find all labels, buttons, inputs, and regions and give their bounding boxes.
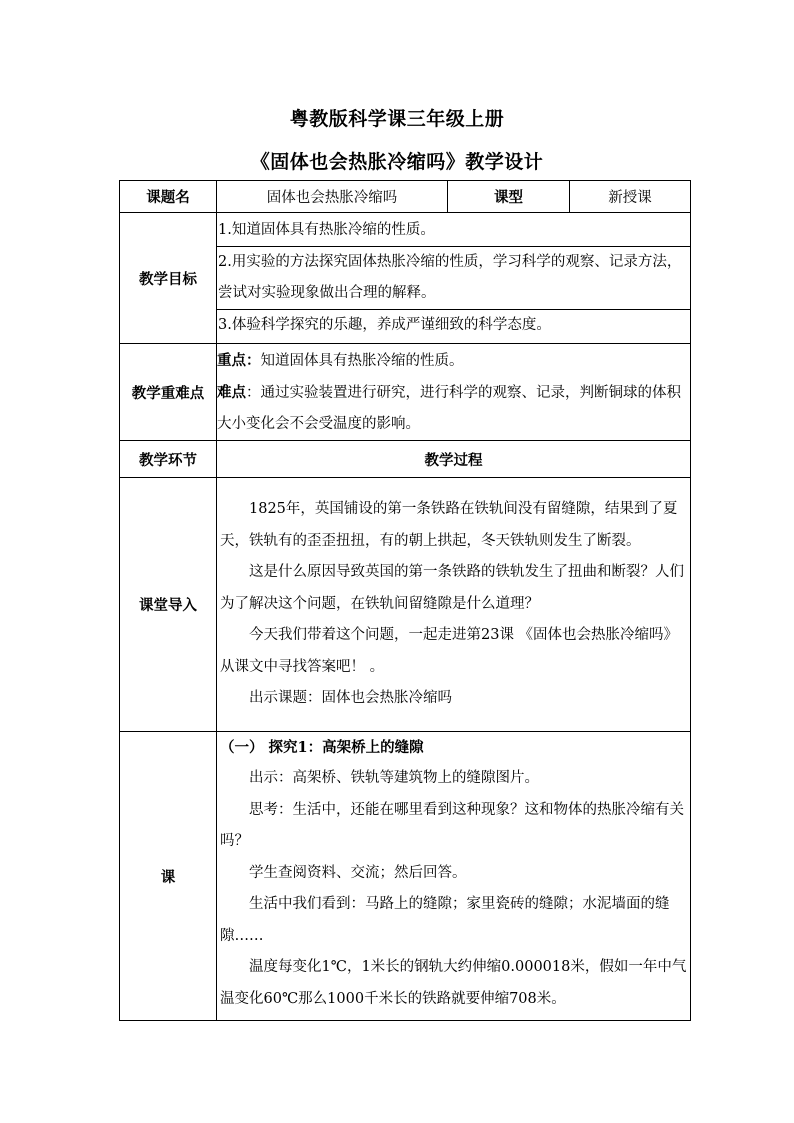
lesson-label: 课 <box>120 732 217 1021</box>
objectives-row <box>120 213 691 344</box>
type-value: 新授课 <box>570 181 691 213</box>
difficulty-point <box>217 377 690 440</box>
intro-label: 课堂导入 <box>120 478 217 732</box>
difficulty-text: ：通过实验装置进行研究，进行科学的观察、记录，判断铜球的体积大小变化会不会受温度的影响。 <box>217 384 681 432</box>
stage-header: 教学环节 <box>120 441 217 478</box>
type-label: 课型 <box>448 181 570 213</box>
key-point-text: 知道固体具有热胀冷缩的性质。 <box>260 352 464 369</box>
intro-cell <box>217 478 691 732</box>
process-header-row <box>120 441 691 478</box>
objectives-cell <box>217 213 691 344</box>
objective-item: 2.用实验的方法探究固体热胀冷缩的性质，学习科学的观察、记录方法，尝试对实验现象做出合理的解释。 <box>217 247 690 310</box>
intro-paragraph: 出示课题：固体也会热胀冷缩吗 <box>249 690 452 707</box>
document-title: 粤教版科学课三年级上册 <box>289 108 505 130</box>
key-point <box>217 345 690 377</box>
intro-paragraph: 这是什么原因导致英国的第一条铁路的铁轨发生了扭曲和断裂？人们为了解决这个问题，在铁轨间留缝隙是什么道理？ <box>220 564 684 612</box>
intro-paragraph: 1825年，英国铺设的第一条铁路在铁轨间没有留缝隙，结果到了夏天，铁轨有的歪歪扭扭，有的朝上拱起，冬天铁轨则发生了断裂。 <box>220 501 678 549</box>
document-subtitle: 《固体也会热胀冷缩吗》教学设计 <box>250 151 544 173</box>
objective-item: 3.体验科学探究的乐趣，养成严谨细致的科学态度。 <box>218 317 551 333</box>
lesson-paragraph: 生活中我们看到：马路上的缝隙；家里瓷砖的缝隙；水泥墙面的缝隙…… <box>220 896 670 944</box>
objectives-label: 教学目标 <box>120 213 217 344</box>
topic-row <box>120 181 691 213</box>
section-title: （一） 探究1：高架桥上的缝隙 <box>220 739 424 756</box>
topic-label: 课题名 <box>120 181 217 213</box>
lesson-paragraph: 温度每变化1℃，1米长的钢轨大约伸缩0.000018米，假如一年中气温变化60℃那么1000千米长的铁路就要伸缩708米。 <box>220 959 687 1007</box>
lesson-plan-table <box>119 180 691 1021</box>
lesson-cell <box>217 732 691 1021</box>
key-points-label: 教学重难点 <box>120 344 217 441</box>
process-header: 教学过程 <box>217 441 691 478</box>
key-point-label: 重点： <box>217 351 261 369</box>
objective-item: 1.知道固体具有热胀冷缩的性质。 <box>217 215 690 247</box>
topic-value: 固体也会热胀冷缩吗 <box>217 181 448 213</box>
key-points-cell <box>217 344 691 441</box>
difficulty-label: 难点 <box>217 383 246 401</box>
intro-row <box>120 478 691 732</box>
key-points-row <box>120 344 691 441</box>
lesson-row <box>120 732 691 1021</box>
intro-paragraph: 今天我们带着这个问题，一起走进第23课 《固体也会热胀冷缩吗》 从课文中寻找答案吧！ 。 <box>220 627 679 675</box>
lesson-paragraph: 学生查阅资料、交流；然后回答。 <box>249 864 467 881</box>
lesson-paragraph: 出示：高架桥、铁轨等建筑物上的缝隙图片。 <box>249 770 539 786</box>
lesson-paragraph: 思考：生活中，还能在哪里看到这种现象？这和物体的热胀冷缩有关吗？ <box>220 801 684 849</box>
